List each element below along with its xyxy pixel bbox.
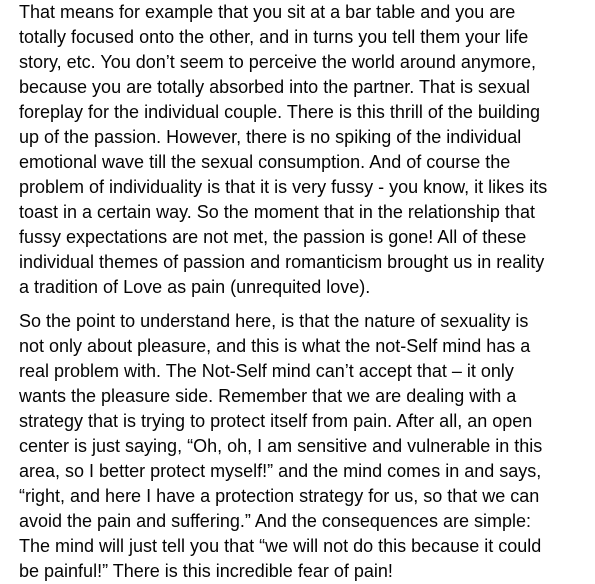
text-line: center is just saying, “Oh, oh, I am sensitive and vulnerable in this — [19, 436, 543, 456]
paragraph-2 — [19, 309, 589, 584]
text-line: because you are totally absorbed into the partner. That is sexual — [19, 77, 530, 97]
text-line: totally focused onto the other, and in turns you tell them your life — [19, 27, 529, 47]
text-line: up of the passion. However, there is no spiking of the individual — [19, 127, 522, 147]
text-line: So the point to understand here, is that the nature of sexuality is — [19, 311, 529, 331]
text-line: The mind will just tell you that “we will not do this because it could — [19, 536, 542, 556]
text-line: not only about pleasure, and this is what the not-Self mind has a — [19, 336, 531, 356]
text-line: That means for example that you sit at a bar table and you are — [19, 2, 516, 22]
text-line: individual themes of passion and romanticism brought us in reality — [19, 252, 545, 272]
text-line: area, so I better protect myself!” and the mind comes in and says, — [19, 461, 542, 481]
text-line: “right, and here I have a protection strategy for us, so that we can — [19, 486, 540, 506]
text-line: real problem with. The Not-Self mind can’t accept that – it only — [19, 361, 514, 381]
text-line: emotional wave till the sexual consumption. And of course the — [19, 152, 511, 172]
text-line: toast in a certain way. So the moment that in the relationship that — [19, 202, 535, 222]
post-text — [19, 0, 589, 584]
text-line: be painful!” There is this incredible fear of pain! — [19, 561, 393, 581]
text-line: story, etc. You don’t seem to perceive the world around anymore, — [19, 52, 536, 72]
paragraph-1 — [19, 0, 589, 300]
text-line: fussy expectations are not met, the passion is gone! All of these — [19, 227, 527, 247]
text-line: avoid the pain and suffering.” And the consequences are simple: — [19, 511, 532, 531]
text-line: wants the pleasure side. Remember that we are dealing with a — [19, 386, 517, 406]
text-line: foreplay for the individual couple. There is this thrill of the building — [19, 102, 540, 122]
text-line: a tradition of Love as pain (unrequited love). — [19, 277, 371, 297]
text-line: strategy that is trying to protect itself from pain. After all, an open — [19, 411, 533, 431]
text-line: problem of individuality is that it is very fussy - you know, it likes its — [19, 177, 548, 197]
